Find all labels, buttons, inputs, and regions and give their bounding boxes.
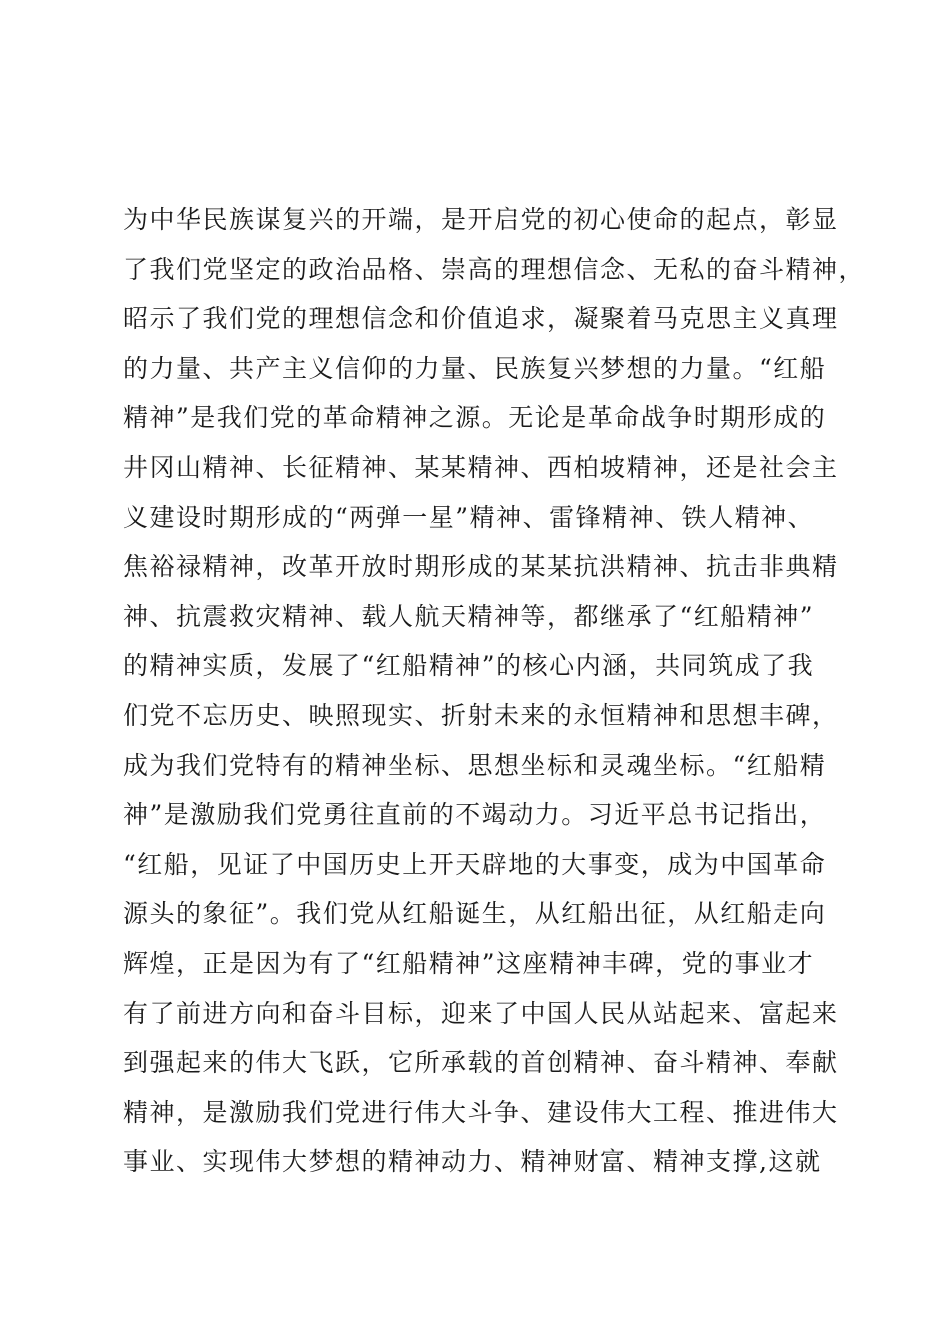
text-line: 们党不忘历史、映照现实、折射未来的永恒精神和思想丰碑， bbox=[123, 700, 839, 730]
text-line: 义建设时期形成的“两弹一星”精神、雷锋精神、铁人精神、 bbox=[123, 502, 815, 532]
text-line: 神”是激励我们党勇往直前的不竭动力。习近平总书记指出， bbox=[123, 800, 827, 830]
text-line: 到强起来的伟大飞跃，它所承载的首创精神、奋斗精神、奉献 bbox=[123, 1048, 839, 1078]
text-line: 成为我们党特有的精神坐标、思想坐标和灵魂坐标。“红船精 bbox=[123, 750, 827, 780]
text-line: “红船，见证了中国历史上开天辟地的大事变，成为中国革命 bbox=[123, 849, 827, 879]
text-line: 神、抗震救灾精神、载人航天精神等，都继承了“红船精神” bbox=[123, 601, 815, 631]
text-line: 辉煌，正是因为有了“红船精神”这座精神丰碑，党的事业才 bbox=[123, 948, 815, 978]
text-line: 了我们党坚定的政治品格、崇高的理想信念、无私的奋斗精神， bbox=[123, 254, 866, 284]
text-line: 昭示了我们党的理想信念和价值追求，凝聚着马克思主义真理 bbox=[123, 304, 839, 334]
text-line: 的力量、共产主义信仰的力量、民族复兴梦想的力量。“红船 bbox=[123, 353, 827, 383]
text-line: 焦裕禄精神，改革开放时期形成的某某抗洪精神、抗击非典精 bbox=[123, 552, 839, 582]
text-line: 的精神实质，发展了“红船精神”的核心内涵，共同筑成了我 bbox=[123, 651, 815, 681]
text-line: 事业、实现伟大梦想的精神动力、精神财富、精神支撑,这就 bbox=[123, 1147, 822, 1177]
body-paragraph bbox=[123, 195, 866, 1187]
text-line: 精神，是激励我们党进行伟大斗争、建设伟大工程、推进伟大 bbox=[123, 1097, 839, 1127]
text-line: 源头的象征”。我们党从红船诞生，从红船出征，从红船走向 bbox=[123, 899, 827, 929]
text-line: 精神”是我们党的革命精神之源。无论是革命战争时期形成的 bbox=[123, 403, 827, 433]
text-line: 井冈山精神、长征精神、某某精神、西柏坡精神，还是社会主 bbox=[123, 452, 839, 482]
text-line: 有了前进方向和奋斗目标，迎来了中国人民从站起来、富起来 bbox=[123, 998, 839, 1028]
text-line: 为中华民族谋复兴的开端，是开启党的初心使命的起点，彰显 bbox=[123, 205, 839, 234]
